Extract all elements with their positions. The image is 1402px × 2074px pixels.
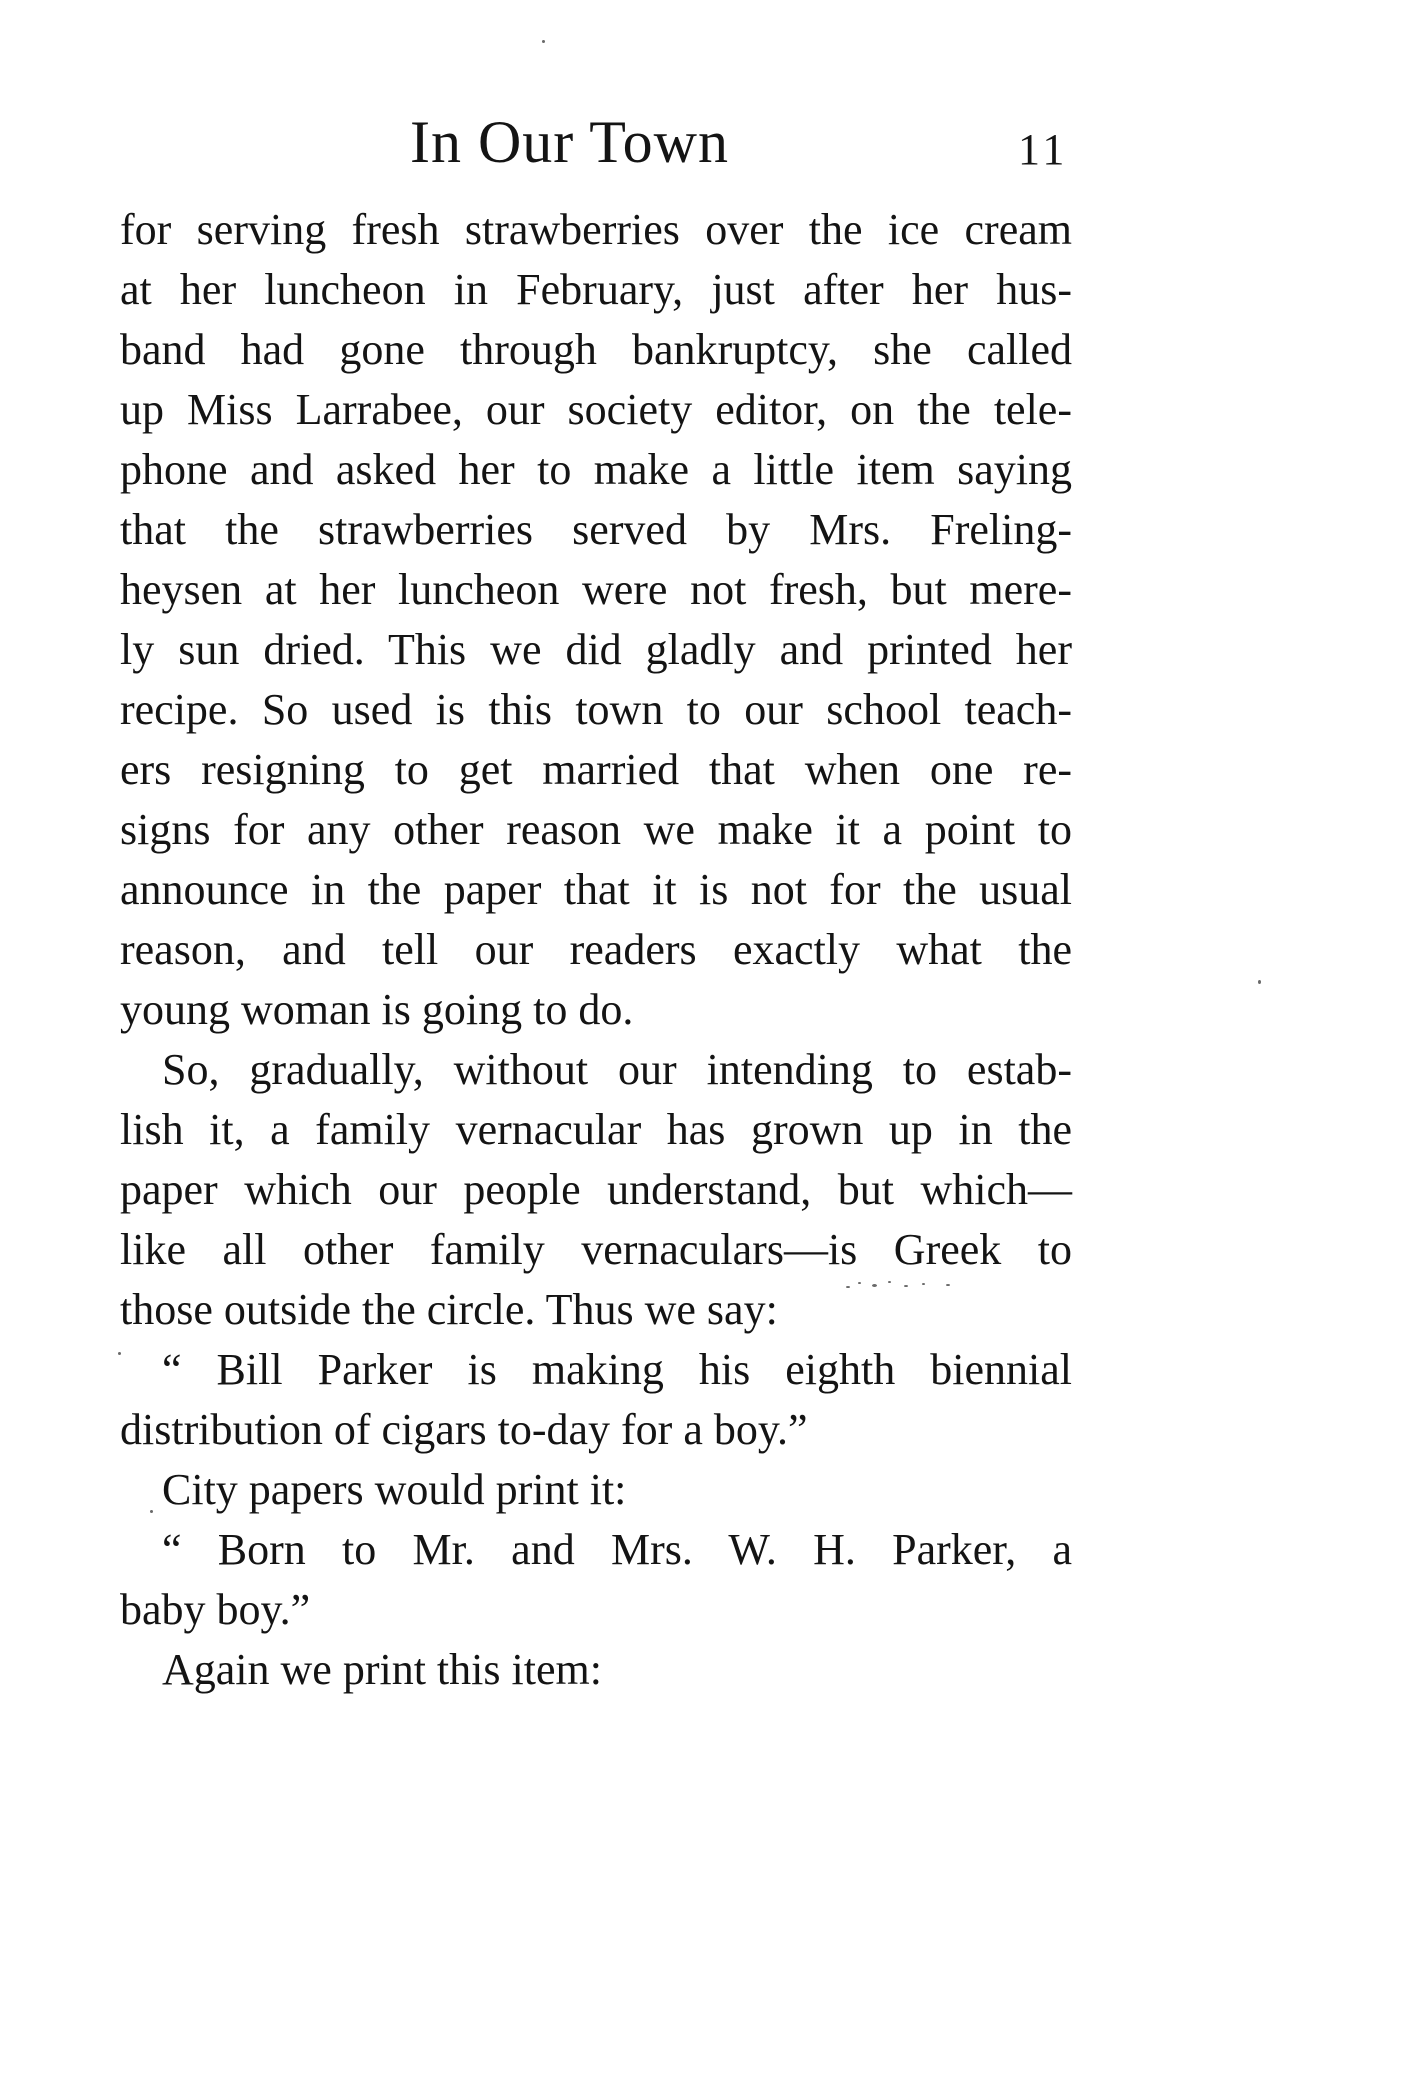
text-line: at her luncheon in February, just after her hus- xyxy=(120,265,1072,314)
text-line: recipe. So used is this town to our school teach- xyxy=(120,685,1072,734)
text-line: Again we print this item: xyxy=(162,1645,602,1694)
scan-speck xyxy=(150,1510,153,1513)
text-line: for serving fresh strawberries over the ice cream xyxy=(120,205,1072,254)
text-line: baby boy.” xyxy=(120,1585,311,1634)
text-line: band had gone through bankruptcy, she called xyxy=(120,325,1072,374)
scan-speck xyxy=(846,1286,850,1288)
text-line: like all other family vernaculars—is Greek to xyxy=(120,1225,1072,1274)
scan-speck xyxy=(904,1285,908,1287)
text-line: “ Bill Parker is making his eighth biennial xyxy=(162,1345,1072,1394)
text-line: ers resigning to get married that when one re- xyxy=(120,745,1072,794)
text-line: heysen at her luncheon were not fresh, but mere- xyxy=(120,565,1072,614)
scan-speck xyxy=(542,40,545,43)
scan-speck xyxy=(872,1284,877,1287)
text-line: So, gradually, without our intending to estab- xyxy=(162,1045,1072,1094)
text-line: signs for any other reason we make it a point to xyxy=(120,805,1072,854)
text-line: lish it, a family vernacular has grown up in the xyxy=(120,1105,1072,1154)
page-number: 11 xyxy=(1018,125,1069,174)
scan-speck xyxy=(858,1282,861,1284)
scan-speck xyxy=(118,1352,121,1355)
text-line: that the strawberries served by Mrs. Freling- xyxy=(120,505,1072,554)
text-line: distribution of cigars to-day for a boy.” xyxy=(120,1405,808,1454)
scan-speck xyxy=(1258,980,1261,984)
body-text xyxy=(120,200,1072,1700)
text-line: young woman is going to do. xyxy=(120,985,634,1034)
text-line: “ Born to Mr. and Mrs. W. H. Parker, a xyxy=(162,1525,1072,1574)
text-line: those outside the circle. Thus we say: xyxy=(120,1285,778,1334)
text-line: up Miss Larrabee, our society editor, on the tele- xyxy=(120,385,1072,434)
text-line: ly sun dried. This we did gladly and printed her xyxy=(120,625,1072,674)
text-line: reason, and tell our readers exactly what the xyxy=(120,925,1072,974)
scan-speck xyxy=(922,1283,925,1285)
text-line: announce in the paper that it is not for the usual xyxy=(120,865,1072,914)
text-line: phone and asked her to make a little item saying xyxy=(120,445,1072,494)
text-line: paper which our people understand, but which— xyxy=(120,1165,1072,1214)
running-title: In Our Town xyxy=(410,109,729,175)
scan-speck xyxy=(946,1284,950,1286)
scan-speck xyxy=(888,1281,891,1283)
text-line: City papers would print it: xyxy=(162,1465,627,1514)
